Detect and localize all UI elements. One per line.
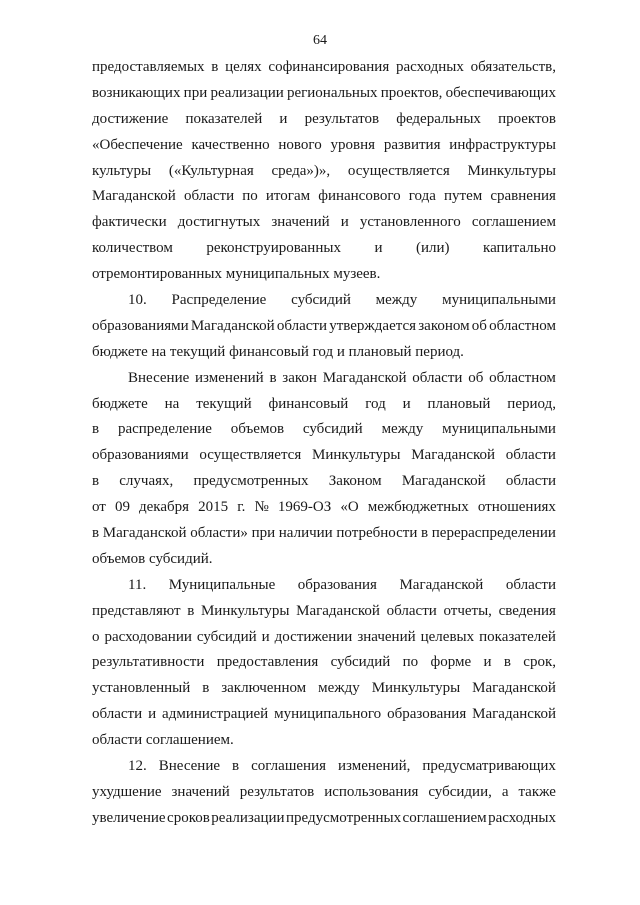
text-line: увеличение сроков реализации предусмотренных соглашением расходных — [92, 809, 556, 826]
text-line: результативности предоставления субсидий по форме и в срок, — [92, 654, 556, 671]
text-line: в распределение объемов субсидий между муниципальными — [92, 421, 556, 438]
text-line: культуры («Культурная среда»)», осуществляется Минкультуры — [92, 162, 556, 179]
text-line: в Магаданской области» при наличии потребности в перераспределении — [92, 525, 556, 542]
text-line: отремонтированных муниципальных музеев. — [92, 266, 381, 283]
text-line: количеством реконструированных и (или) капитально — [92, 240, 556, 257]
paragraph — [92, 288, 556, 366]
paragraph — [92, 55, 556, 288]
paragraph — [92, 754, 556, 832]
text-line: «Обеспечение качественно нового уровня развития инфраструктуры — [92, 136, 556, 153]
text-line: ухудшение значений результатов использования субсидии, а также — [92, 783, 556, 800]
text-line: образованиями осуществляется Минкультуры Магаданской области — [92, 447, 556, 464]
text-line: достижение показателей и результатов федеральных проектов — [92, 110, 556, 127]
text-line: области и администрацией муниципального образования Магаданской — [92, 706, 556, 723]
text-line: возникающих при реализации региональных проектов, обеспечивающих — [92, 84, 556, 101]
paragraph — [92, 573, 556, 754]
page-number: 64 — [313, 33, 327, 48]
paragraph — [92, 366, 556, 573]
document-body — [92, 55, 556, 832]
text-line: бюджете на текущий финансовый год и плановый период. — [92, 343, 464, 360]
text-line: Внесение изменений в закон Магаданской области об областном — [128, 369, 556, 386]
text-line: от 09 декабря 2015 г. № 1969-ОЗ «О межбюджетных отношениях — [92, 499, 556, 516]
text-line: области соглашением. — [92, 732, 234, 749]
text-line: фактически достигнутых значений и установленного соглашением — [92, 214, 556, 231]
text-line: 10. Распределение субсидий между муниципальными — [128, 292, 556, 309]
text-line: установленный в заключенном между Минкультуры Магаданской — [92, 680, 556, 697]
text-line: в случаях, предусмотренных Законом Магаданской области — [92, 473, 556, 490]
text-line: Магаданской области по итогам финансового года путем сравнения — [92, 188, 556, 205]
text-line: предоставляемых в целях софинансирования расходных обязательств, — [92, 59, 556, 75]
text-line: представляют в Минкультуры Магаданской области отчеты, сведения — [92, 602, 556, 619]
text-line: объемов субсидий. — [92, 550, 213, 567]
text-line: 12. Внесение в соглашения изменений, предусматривающих — [128, 758, 556, 775]
text-line: образованиями Магаданской области утверждается законом об областном — [92, 317, 556, 334]
text-line: о расходовании субсидий и достижении значений целевых показателей — [92, 628, 556, 645]
text-line: бюджете на текущий финансовый год и плановый период, — [92, 395, 556, 412]
text-line: 11. Муниципальные образования Магаданской области — [128, 576, 556, 593]
